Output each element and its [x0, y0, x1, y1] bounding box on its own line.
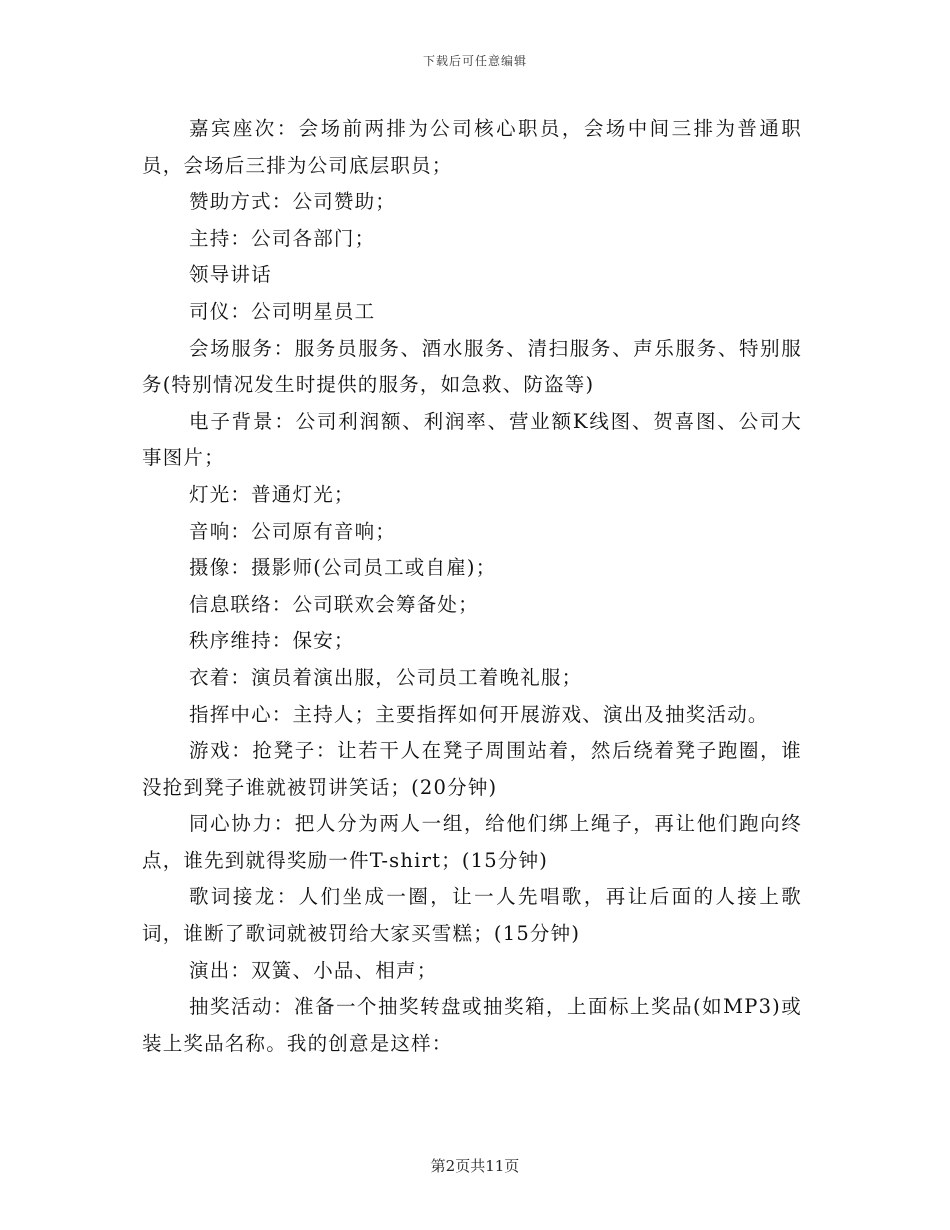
paragraph-sponsorship: 赞助方式：公司赞助；	[189, 190, 397, 214]
paragraph-contact: 信息联络：公司联欢会筹备处；	[189, 592, 479, 616]
paragraph-electronic-background: 电子背景：公司利润额、利润率、营业额K线图、贺喜图、公司大事图片；	[142, 409, 802, 470]
page-footer: 第2页共11页	[430, 1157, 520, 1175]
paragraph-game-teamwork: 同心协力：把人分为两人一组，给他们绑上绳子，再让他们跑向终点，谁先到就得奖励一件T-shirt；(15分钟)	[142, 812, 802, 872]
paragraph-guest-seating: 嘉宾座次：会场前两排为公司核心职员，会场中间三排为普通职员，会场后三排为公司底层职员；	[142, 117, 802, 177]
paragraph-order: 秩序维持：保安；	[189, 629, 355, 653]
paragraph-lighting: 灯光：普通灯光；	[189, 482, 355, 506]
paragraph-game-chairs: 游戏：抢凳子：让若干人在凳子周围站着，然后绕着凳子跑圈，谁没抢到凳子谁就被罚讲笑话；(20分钟)	[142, 739, 802, 799]
paragraph-leader-speech: 领导讲话	[189, 263, 272, 287]
paragraph-host: 主持：公司各部门；	[189, 226, 376, 250]
paragraph-video: 摄像：摄影师(公司员工或自雇)；	[189, 556, 497, 580]
paragraph-mc: 司仪：公司明星员工	[189, 299, 376, 323]
paragraph-audio: 音响：公司原有音响；	[189, 519, 397, 543]
paragraph-command-center: 指挥中心：主持人；主要指挥如何开展游戏、演出及抽奖活动。	[189, 702, 769, 726]
paragraph-venue-service: 会场服务：服务员服务、酒水服务、清扫服务、声乐服务、特别服务(特别情况发生时提供的服务，如急救、防盗等)	[142, 336, 802, 397]
paragraph-performance: 演出：双簧、小品、相声；	[189, 958, 438, 982]
document-body	[142, 111, 802, 1062]
page-header: 下载后可任意编辑	[422, 54, 527, 68]
paragraph-lottery: 抽奖活动：准备一个抽奖转盘或抽奖箱，上面标上奖品(如MP3)或装上奖品名称。我的创意是这样：	[142, 995, 802, 1055]
paragraph-dress: 衣着：演员着演出服，公司员工着晚礼服；	[189, 665, 583, 689]
paragraph-game-lyrics: 歌词接龙：人们坐成一圈，让一人先唱歌，再让后面的人接上歌词，谁断了歌词就被罚给大家买雪糕；(15分钟)	[142, 885, 802, 946]
